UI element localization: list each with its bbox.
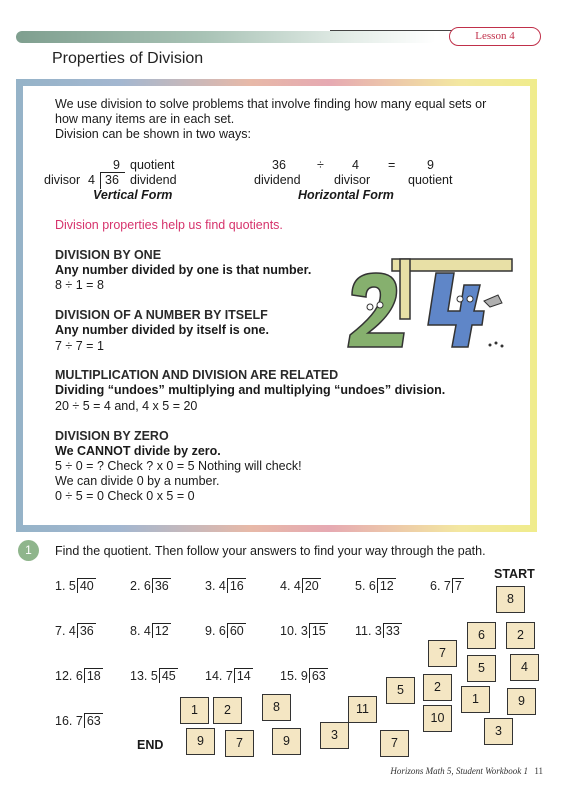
path-box: 5	[467, 655, 496, 682]
horizontal-dividend: 36	[272, 158, 286, 172]
division-problem	[205, 668, 253, 683]
path-box: 7	[380, 730, 409, 757]
problem-number: 14.	[205, 669, 226, 683]
division-problem	[280, 623, 328, 638]
vertical-dividend: 36	[105, 173, 119, 187]
problem-divisor: 6	[218, 624, 226, 638]
problem-number: 3.	[205, 579, 219, 593]
problem-divisor: 6	[368, 579, 376, 593]
path-box: 7	[428, 640, 457, 667]
path-box: 2	[213, 697, 242, 724]
problem-dividend: 14	[234, 668, 253, 683]
section-example: 8 ÷ 1 = 8	[55, 278, 104, 292]
problem-number: 9.	[205, 624, 219, 638]
intro-line-3: Division can be shown in two ways:	[55, 127, 251, 141]
path-box: 5	[386, 677, 415, 704]
problem-number: 8.	[130, 624, 144, 638]
problem-number: 2.	[130, 579, 144, 593]
problem-dividend: 60	[227, 623, 246, 638]
problem-divisor: 9	[300, 669, 308, 683]
problem-number: 1.	[55, 579, 69, 593]
division-problem	[355, 578, 396, 593]
section-rule: Any number divided by itself is one.	[55, 323, 269, 337]
problem-number: 5.	[355, 579, 369, 593]
vertical-divisor-label: divisor	[44, 173, 81, 187]
problem-dividend: 15	[309, 623, 328, 638]
problem-number: 12.	[55, 669, 76, 683]
section-rule: Any number divided by one is that number.	[55, 263, 312, 277]
section-example: We can divide 0 by a number.	[55, 474, 220, 488]
path-box: 6	[467, 622, 496, 649]
problem-divisor: 4	[293, 579, 301, 593]
path-box: 8	[496, 586, 525, 613]
problem-dividend: 7	[452, 578, 464, 593]
vertical-form-caption: Vertical Form	[93, 188, 173, 202]
problem-number: 6.	[430, 579, 444, 593]
section-example: 7 ÷ 7 = 1	[55, 339, 104, 353]
section-example: 0 ÷ 5 = 0 Check 0 x 5 = 0	[55, 489, 195, 503]
problem-dividend: 16	[227, 578, 246, 593]
problem-dividend: 45	[159, 668, 178, 683]
problem-divisor: 7	[75, 714, 83, 728]
path-box: 1	[461, 686, 490, 713]
header-bar	[16, 31, 436, 43]
path-box: 10	[423, 705, 452, 732]
division-problem	[55, 713, 103, 728]
path-box: 3	[484, 718, 513, 745]
numbers-illustration	[340, 245, 520, 355]
path-box: 9	[507, 688, 536, 715]
problem-dividend: 40	[77, 578, 96, 593]
problem-dividend: 18	[84, 668, 103, 683]
vertical-quotient: 9	[113, 158, 120, 172]
horizontal-divisor: 4	[352, 158, 359, 172]
problem-divisor: 3	[374, 624, 382, 638]
section-rule: We CANNOT divide by zero.	[55, 444, 221, 458]
problem-number: 7.	[55, 624, 69, 638]
problem-number: 11.	[355, 624, 375, 638]
lesson-badge: Lesson 4	[449, 27, 541, 46]
problem-dividend: 63	[84, 713, 103, 728]
section-example: 20 ÷ 5 = 4 and, 4 x 5 = 20	[55, 399, 198, 413]
path-box: 7	[225, 730, 254, 757]
path-box: 2	[506, 622, 535, 649]
problem-divisor: 4	[68, 624, 76, 638]
vertical-divisor: 4	[88, 173, 95, 187]
problem-dividend: 12	[377, 578, 396, 593]
problem-dividend: 20	[302, 578, 321, 593]
problem-dividend: 36	[77, 623, 96, 638]
path-box: 2	[423, 674, 452, 701]
section-example: 5 ÷ 0 = ? Check ? x 0 = 5 Nothing will check!	[55, 459, 302, 473]
problem-number: 4.	[280, 579, 294, 593]
division-problem	[55, 668, 103, 683]
problem-divisor: 6	[75, 669, 83, 683]
division-problem	[430, 578, 464, 593]
problem-divisor: 5	[150, 669, 158, 683]
footer-book: Horizons Math 5, Student Workbook 1	[390, 766, 528, 776]
vertical-quotient-label: quotient	[130, 158, 175, 172]
section-heading: DIVISION BY ONE	[55, 248, 162, 262]
path-box: 11	[348, 696, 377, 723]
division-problem	[280, 578, 321, 593]
intro-line-1: We use division to solve problems that involve finding how many equal sets or	[55, 97, 487, 111]
problem-divisor: 7	[443, 579, 451, 593]
horizontal-equals: =	[388, 158, 396, 172]
problem-dividend: 63	[309, 668, 328, 683]
division-problem	[55, 578, 96, 593]
section-rule: Dividing “undoes” multiplying and multiplying “undoes” division.	[55, 383, 446, 397]
problem-divisor: 5	[68, 579, 76, 593]
division-problem	[205, 623, 246, 638]
path-box: 9	[186, 728, 215, 755]
path-box: 1	[180, 697, 209, 724]
horizontal-quotient-label: quotient	[408, 173, 453, 187]
page-title: Properties of Division	[52, 50, 204, 67]
section-heading: DIVISION BY ZERO	[55, 429, 169, 443]
start-label: START	[494, 567, 535, 581]
horizontal-quotient: 9	[427, 158, 434, 172]
division-problem	[355, 623, 402, 638]
section-heading: MULTIPLICATION AND DIVISION ARE RELATED	[55, 368, 339, 382]
problem-number: 15.	[280, 669, 301, 683]
horizontal-divide-sign: ÷	[317, 158, 324, 172]
problem-divisor: 4	[143, 624, 151, 638]
end-label: END	[137, 738, 164, 752]
division-problem	[205, 578, 246, 593]
horizontal-form-caption: Horizontal Form	[298, 188, 394, 202]
exercise-instruction: Find the quotient. Then follow your answers to find your way through the path.	[55, 544, 486, 558]
division-problem	[55, 623, 96, 638]
path-box: 4	[510, 654, 539, 681]
problem-dividend: 36	[152, 578, 171, 593]
problem-dividend: 33	[383, 623, 402, 638]
problem-number: 10.	[280, 624, 301, 638]
problem-divisor: 3	[300, 624, 308, 638]
problem-divisor: 6	[143, 579, 151, 593]
problem-number: 13.	[130, 669, 151, 683]
problem-divisor: 7	[225, 669, 233, 683]
problem-number: 16.	[55, 714, 76, 728]
section-heading: DIVISION OF A NUMBER BY ITSELF	[55, 308, 268, 322]
intro-line-2: how many items are in each set.	[55, 112, 235, 126]
problem-divisor: 4	[218, 579, 226, 593]
exercise-number-badge: 1	[18, 540, 39, 561]
path-box: 9	[272, 728, 301, 755]
problem-dividend: 12	[152, 623, 171, 638]
division-problem	[130, 668, 178, 683]
vertical-dividend-label: dividend	[130, 173, 177, 187]
horizontal-divisor-label: divisor	[334, 173, 371, 187]
horizontal-dividend-label: dividend	[254, 173, 301, 187]
path-box: 8	[262, 694, 291, 721]
division-problem	[280, 668, 328, 683]
division-problem	[130, 623, 171, 638]
path-box: 3	[320, 722, 349, 749]
division-problem	[130, 578, 171, 593]
page-number: 11	[534, 766, 543, 776]
properties-intro: Division properties help us find quotients.	[55, 218, 283, 232]
